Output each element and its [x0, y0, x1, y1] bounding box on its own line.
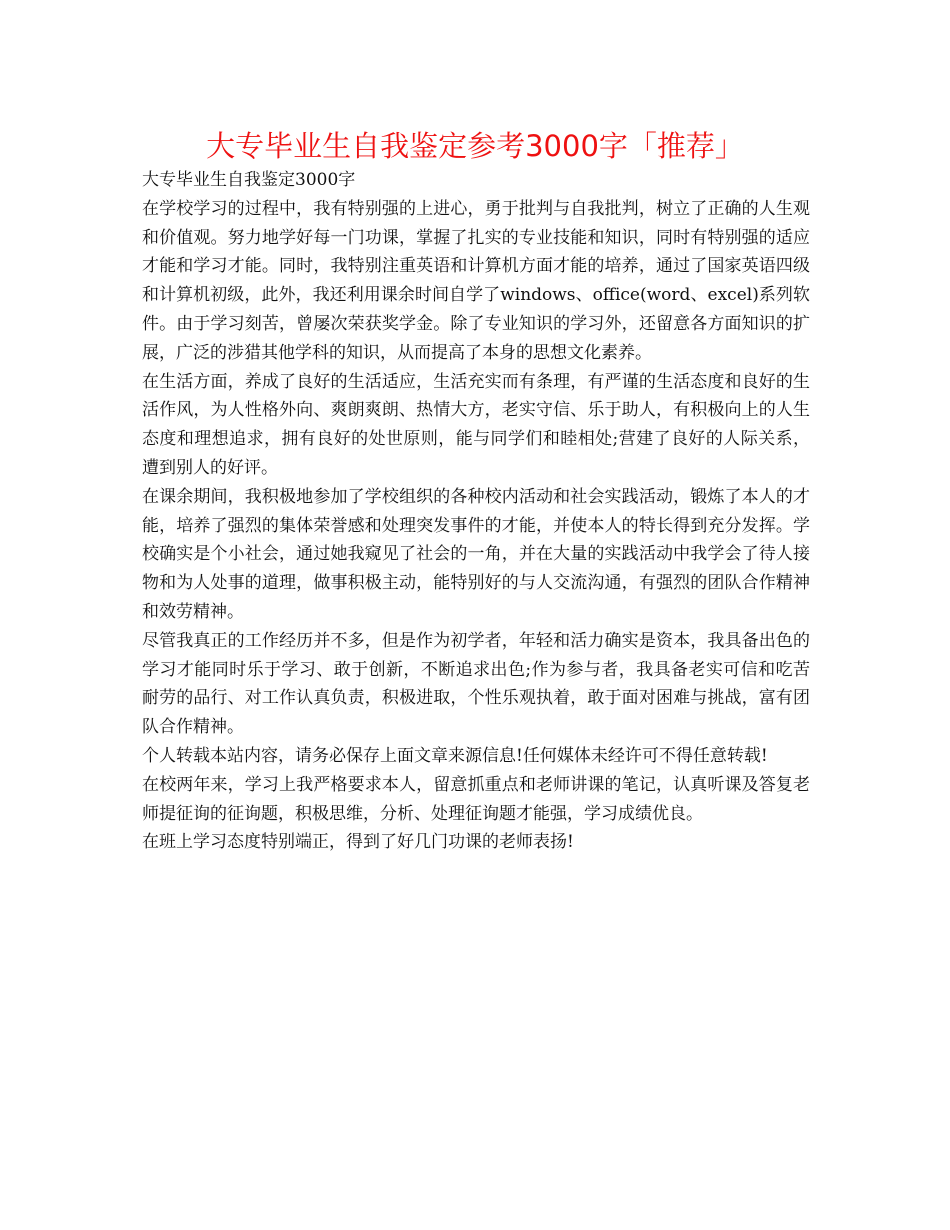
paragraph-life: 在生活方面，养成了良好的生活适应，生活充实而有条理，有严谨的生活态度和良好的生活作风，为人性格外向、爽朗爽朗、热情大方，老实守信、乐于助人，有积极向上的人生态度和理想追求，拥有良好的处世原则，能与同学们和睦相处;营建了良好的人际关系，遭到别人的好评。	[142, 371, 810, 478]
paragraph-activities: 在课余期间，我积极地参加了学校组织的各种校内活动和社会实践活动，锻炼了本人的才能，培养了强烈的集体荣誉感和处理突发事件的才能，并使本人的特长得到充分发挥。学校确实是个小社会，通过她我窥见了社会的一角，并在大量的实践活动中我学会了待人接物和为人处事的道理，做事积极主动，能特别好的与人交流沟通，有强烈的团队合作精神和效劳精神。	[142, 486, 810, 622]
paragraph-study: 在学校学习的过程中，我有特别强的上进心，勇于批判与自我批判，树立了正确的人生观和价值观。努力地学好每一门功课，掌握了扎实的专业技能和知识，同时有特别强的适应才能和学习才能。同时，我特别注重英语和计算机方面才能的培养，通过了国家英语四级和计算机初级，此外，我还利用课余时间自学了windows、office(word、excel)系列软件。由于学习刻苦，曾屡次荣获奖学金。除了专业知识的学习外，还留意各方面知识的扩展，广泛的涉猎其他学科的知识，从而提高了本身的思想文化素养。	[142, 198, 810, 363]
paragraph-subtitle: 大专毕业生自我鉴定3000字	[142, 170, 356, 190]
paragraph-class-attitude: 在班上学习态度特别端正，得到了好几门功课的老师表扬!	[142, 832, 574, 853]
paragraph-two-years: 在校两年来，学习上我严格要求本人，留意抓重点和老师讲课的笔记，认真听课及答复老师提征询的征询题，积极思维，分析、处理征询题才能强，学习成绩优良。	[142, 774, 810, 824]
document-title: 大专毕业生自我鉴定参考3000字「推荐」	[206, 129, 744, 163]
paragraph-copyright-notice: 个人转载本站内容，请务必保存上面文章来源信息!任何媒体未经许可不得任意转载!	[142, 745, 768, 766]
document-body	[142, 166, 810, 857]
paragraph-experience: 尽管我真正的工作经历并不多，但是作为初学者，年轻和活力确实是资本，我具备出色的学习才能同时乐于学习、敢于创新，不断追求出色;作为参与者，我具备老实可信和吃苦耐劳的品行、对工作认真负责，积极进取，个性乐观执着，敢于面对困难与挑战，富有团队合作精神。	[142, 630, 810, 738]
